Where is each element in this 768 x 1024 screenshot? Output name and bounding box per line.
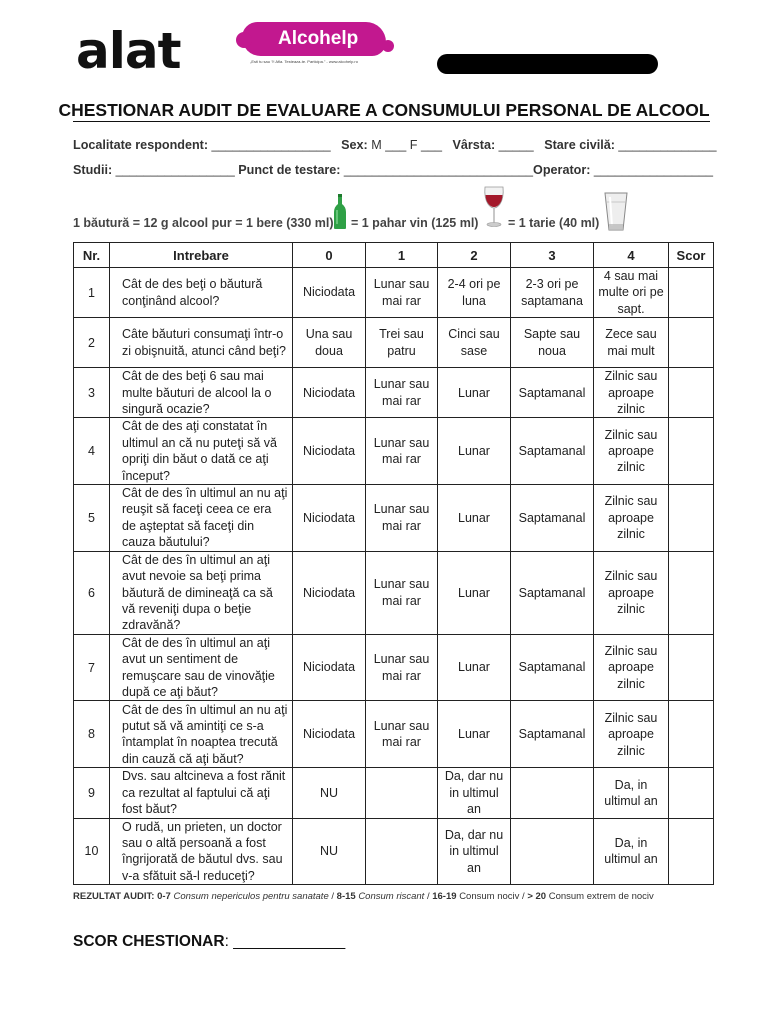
row-number: 6 <box>74 551 110 634</box>
questionnaire-score-line <box>73 933 345 951</box>
result-text-2: Consum riscant <box>358 891 425 902</box>
sex-label: Sex: <box>341 138 368 152</box>
sex-field[interactable]: M ___ F ___ <box>367 138 442 152</box>
table-row <box>74 768 714 818</box>
title-underline <box>73 121 710 122</box>
score-cell[interactable] <box>669 551 714 634</box>
table-header-row <box>74 243 714 268</box>
row-number: 10 <box>74 818 110 885</box>
option-1[interactable] <box>366 768 438 818</box>
header-1: 1 <box>366 243 438 268</box>
question-text: Cât de des aţi constatat în ultimul an că nu puteţi să vă opriţi din băut o dată ce aţi început? <box>110 418 293 485</box>
result-range-4: > 20 <box>527 891 547 902</box>
option-3[interactable] <box>511 818 594 885</box>
option-1[interactable]: Lunar sau mai rar <box>366 701 438 768</box>
score-cell[interactable] <box>669 268 714 318</box>
option-4[interactable]: Da, in ultimul an <box>594 768 669 818</box>
header-2: 2 <box>438 243 511 268</box>
option-4[interactable]: Zilnic sau aproape zilnic <box>594 551 669 634</box>
option-3[interactable]: Saptamanal <box>511 485 594 552</box>
varsta-label: Vârsta: <box>452 138 496 152</box>
option-1[interactable]: Lunar sau mai rar <box>366 368 438 418</box>
localitate-field[interactable]: _________________ <box>208 138 331 152</box>
row-number: 8 <box>74 701 110 768</box>
question-text: Cât de des în ultimul an aţi avut nevoie sa beţi prima băutură de dimineaţă ca să vă reveniţi dupa o beţie zdravănă? <box>110 551 293 634</box>
score-cell[interactable] <box>669 768 714 818</box>
option-0[interactable]: Niciodata <box>293 418 366 485</box>
units-part-2: = 1 pahar vin (125 ml) <box>347 216 479 230</box>
option-3[interactable]: 2-3 ori pe saptamana <box>511 268 594 318</box>
studii-label: Studii: <box>73 163 113 177</box>
option-3[interactable]: Sapte sau noua <box>511 318 594 368</box>
row-number: 7 <box>74 634 110 701</box>
option-2[interactable]: Da, dar nu in ultimul an <box>438 818 511 885</box>
option-1[interactable] <box>366 818 438 885</box>
option-0[interactable]: Niciodata <box>293 368 366 418</box>
option-3[interactable]: Saptamanal <box>511 551 594 634</box>
option-1[interactable]: Lunar sau mai rar <box>366 485 438 552</box>
result-range-3: 16-19 <box>432 891 457 902</box>
score-cell[interactable] <box>669 634 714 701</box>
score-cell[interactable] <box>669 368 714 418</box>
varsta-field[interactable]: _____ <box>495 138 534 152</box>
option-4[interactable]: Zilnic sau aproape zilnic <box>594 418 669 485</box>
option-2[interactable]: Da, dar nu in ultimul an <box>438 768 511 818</box>
respondent-fields-row-2 <box>73 163 713 177</box>
option-4[interactable]: Zilnic sau aproape zilnic <box>594 485 669 552</box>
row-number: 1 <box>74 268 110 318</box>
score-label: SCOR CHESTIONAR <box>73 933 225 950</box>
option-1[interactable]: Lunar sau mai rar <box>366 268 438 318</box>
localitate-label: Localitate respondent: <box>73 138 209 152</box>
studii-field[interactable]: _________________ <box>112 163 235 177</box>
score-cell[interactable] <box>669 418 714 485</box>
option-2[interactable]: 2-4 ori pe luna <box>438 268 511 318</box>
option-3[interactable]: Saptamanal <box>511 634 594 701</box>
option-3[interactable] <box>511 768 594 818</box>
alcohelp-logo-text: Alcohelp <box>278 28 359 49</box>
row-number: 2 <box>74 318 110 368</box>
option-0[interactable]: Niciodata <box>293 551 366 634</box>
option-0[interactable]: Niciodata <box>293 634 366 701</box>
option-2[interactable]: Cinci sau sase <box>438 318 511 368</box>
option-0[interactable]: Niciodata <box>293 485 366 552</box>
table-row <box>74 634 714 701</box>
option-3[interactable]: Saptamanal <box>511 701 594 768</box>
header-3: 3 <box>511 243 594 268</box>
question-text: Cât de des beţi o băutură conţinând alcool? <box>110 268 293 318</box>
option-1[interactable]: Trei sau patru <box>366 318 438 368</box>
option-2[interactable]: Lunar <box>438 418 511 485</box>
wine-glass-icon <box>483 186 505 228</box>
question-text: O rudă, un prieten, un doctor sau o altă persoană a fost îngrijorată de băutul dvs. sau v-a sfătuit să-l reduceţi? <box>110 818 293 885</box>
result-range-1: 0-7 <box>157 891 171 902</box>
result-text-4: Consum extrem de nociv <box>548 891 654 902</box>
option-2[interactable]: Lunar <box>438 368 511 418</box>
option-2[interactable]: Lunar <box>438 485 511 552</box>
punct-testare-label: Punct de testare: <box>238 163 341 177</box>
table-row <box>74 551 714 634</box>
row-number: 4 <box>74 418 110 485</box>
table-row <box>74 418 714 485</box>
score-cell[interactable] <box>669 818 714 885</box>
row-number: 9 <box>74 768 110 818</box>
option-1[interactable]: Lunar sau mai rar <box>366 418 438 485</box>
units-part-3: = 1 tarie (40 ml) <box>504 216 600 230</box>
score-cell[interactable] <box>669 701 714 768</box>
question-text: Cât de des beţi 6 sau mai multe băuturi de alcool la o singură ocazie? <box>110 368 293 418</box>
units-part-1: 1 băutură = 12 g alcool pur = 1 bere (330 ml) <box>73 216 334 230</box>
option-4[interactable]: Zilnic sau aproape zilnic <box>594 368 669 418</box>
page-title: CHESTIONAR AUDIT DE EVALUARE A CONSUMULUI PERSONAL DE ALCOOL <box>58 100 710 120</box>
table-row <box>74 485 714 552</box>
operator-label: Operator: <box>533 163 591 177</box>
question-text: Câte băuturi consumaţi într-o zi obişnuită, atunci când beţi? <box>110 318 293 368</box>
question-text: Dvs. sau altcineva a fost rănit ca rezultat al faptului că aţi fost băut? <box>110 768 293 818</box>
table-row <box>74 268 714 318</box>
alcohelp-tagline: „Esti tu sau ?! Afla. Testeaza-te. Participa.” - www.alcohelp.ro <box>250 59 358 64</box>
option-4[interactable]: Zilnic sau aproape zilnic <box>594 701 669 768</box>
header-intrebare: Intrebare <box>110 243 293 268</box>
beer-bottle-icon <box>333 194 347 230</box>
audit-questionnaire-table <box>73 242 714 885</box>
table-row <box>74 701 714 768</box>
score-cell[interactable] <box>669 485 714 552</box>
result-text-3: Consum nociv <box>459 891 520 902</box>
punct-testare-field[interactable]: ___________________________ <box>340 163 534 177</box>
question-text: Cât de des în ultimul an nu aţi putut să vă amintiţi ce s-a întamplat în noaptea trecută din cauză că aţi băut? <box>110 701 293 768</box>
shot-glass-icon <box>604 192 628 232</box>
row-number: 3 <box>74 368 110 418</box>
row-number: 5 <box>74 485 110 552</box>
option-1[interactable]: Lunar sau mai rar <box>366 634 438 701</box>
option-2[interactable]: Lunar <box>438 701 511 768</box>
option-2[interactable]: Lunar <box>438 634 511 701</box>
header-4: 4 <box>594 243 669 268</box>
option-3[interactable]: Saptamanal <box>511 368 594 418</box>
redacted-area <box>437 54 658 74</box>
option-0[interactable]: NU <box>293 818 366 885</box>
question-text: Cât de des în ultimul an nu aţi reuşit să faceţi ceea ce era de aşteptat să faceţi din cauza băutului? <box>110 485 293 552</box>
option-4[interactable]: Zilnic sau aproape zilnic <box>594 634 669 701</box>
stare-civila-label: Stare civilă: <box>544 138 615 152</box>
result-range-2: 8-15 <box>336 891 356 902</box>
question-text: Cât de des în ultimul an aţi avut un sentiment de remuşcare sau de vinovăţie după ce aţi băut? <box>110 634 293 701</box>
stare-civila-field[interactable]: ______________ <box>614 138 717 152</box>
option-4[interactable]: 4 sau mai multe ori pe sapt. <box>594 268 669 318</box>
table-row <box>74 818 714 885</box>
option-0[interactable]: Una sau doua <box>293 318 366 368</box>
results-label: REZULTAT AUDIT <box>73 891 152 902</box>
option-4[interactable]: Da, in ultimul an <box>594 818 669 885</box>
respondent-fields-row-1 <box>73 138 716 152</box>
alcohelp-logo <box>242 18 392 68</box>
header-0: 0 <box>293 243 366 268</box>
header-nr: Nr. <box>74 243 110 268</box>
operator-field[interactable]: _________________ <box>590 163 714 177</box>
option-3[interactable]: Saptamanal <box>511 418 594 485</box>
table-row <box>74 318 714 368</box>
option-1[interactable]: Lunar sau mai rar <box>366 551 438 634</box>
score-field[interactable]: : _____________ <box>224 933 346 950</box>
table-row <box>74 368 714 418</box>
score-cell[interactable] <box>669 318 714 368</box>
option-4[interactable]: Zece sau mai mult <box>594 318 669 368</box>
option-2[interactable]: Lunar <box>438 551 511 634</box>
result-text-1: Consum nepericulos pentru sanatate <box>173 891 329 902</box>
option-0[interactable]: Niciodata <box>293 701 366 768</box>
audit-results-legend: REZULTAT AUDIT: 0-7 Consum nepericulos pentru sanatate / 8-15 Consum riscant / 16-19 Consum nociv / > 20 Consum extrem de nociv <box>73 891 654 902</box>
option-0[interactable]: NU <box>293 768 366 818</box>
altat-logo: alat <box>76 22 181 80</box>
option-0[interactable]: Niciodata <box>293 268 366 318</box>
header-scor: Scor <box>669 243 714 268</box>
